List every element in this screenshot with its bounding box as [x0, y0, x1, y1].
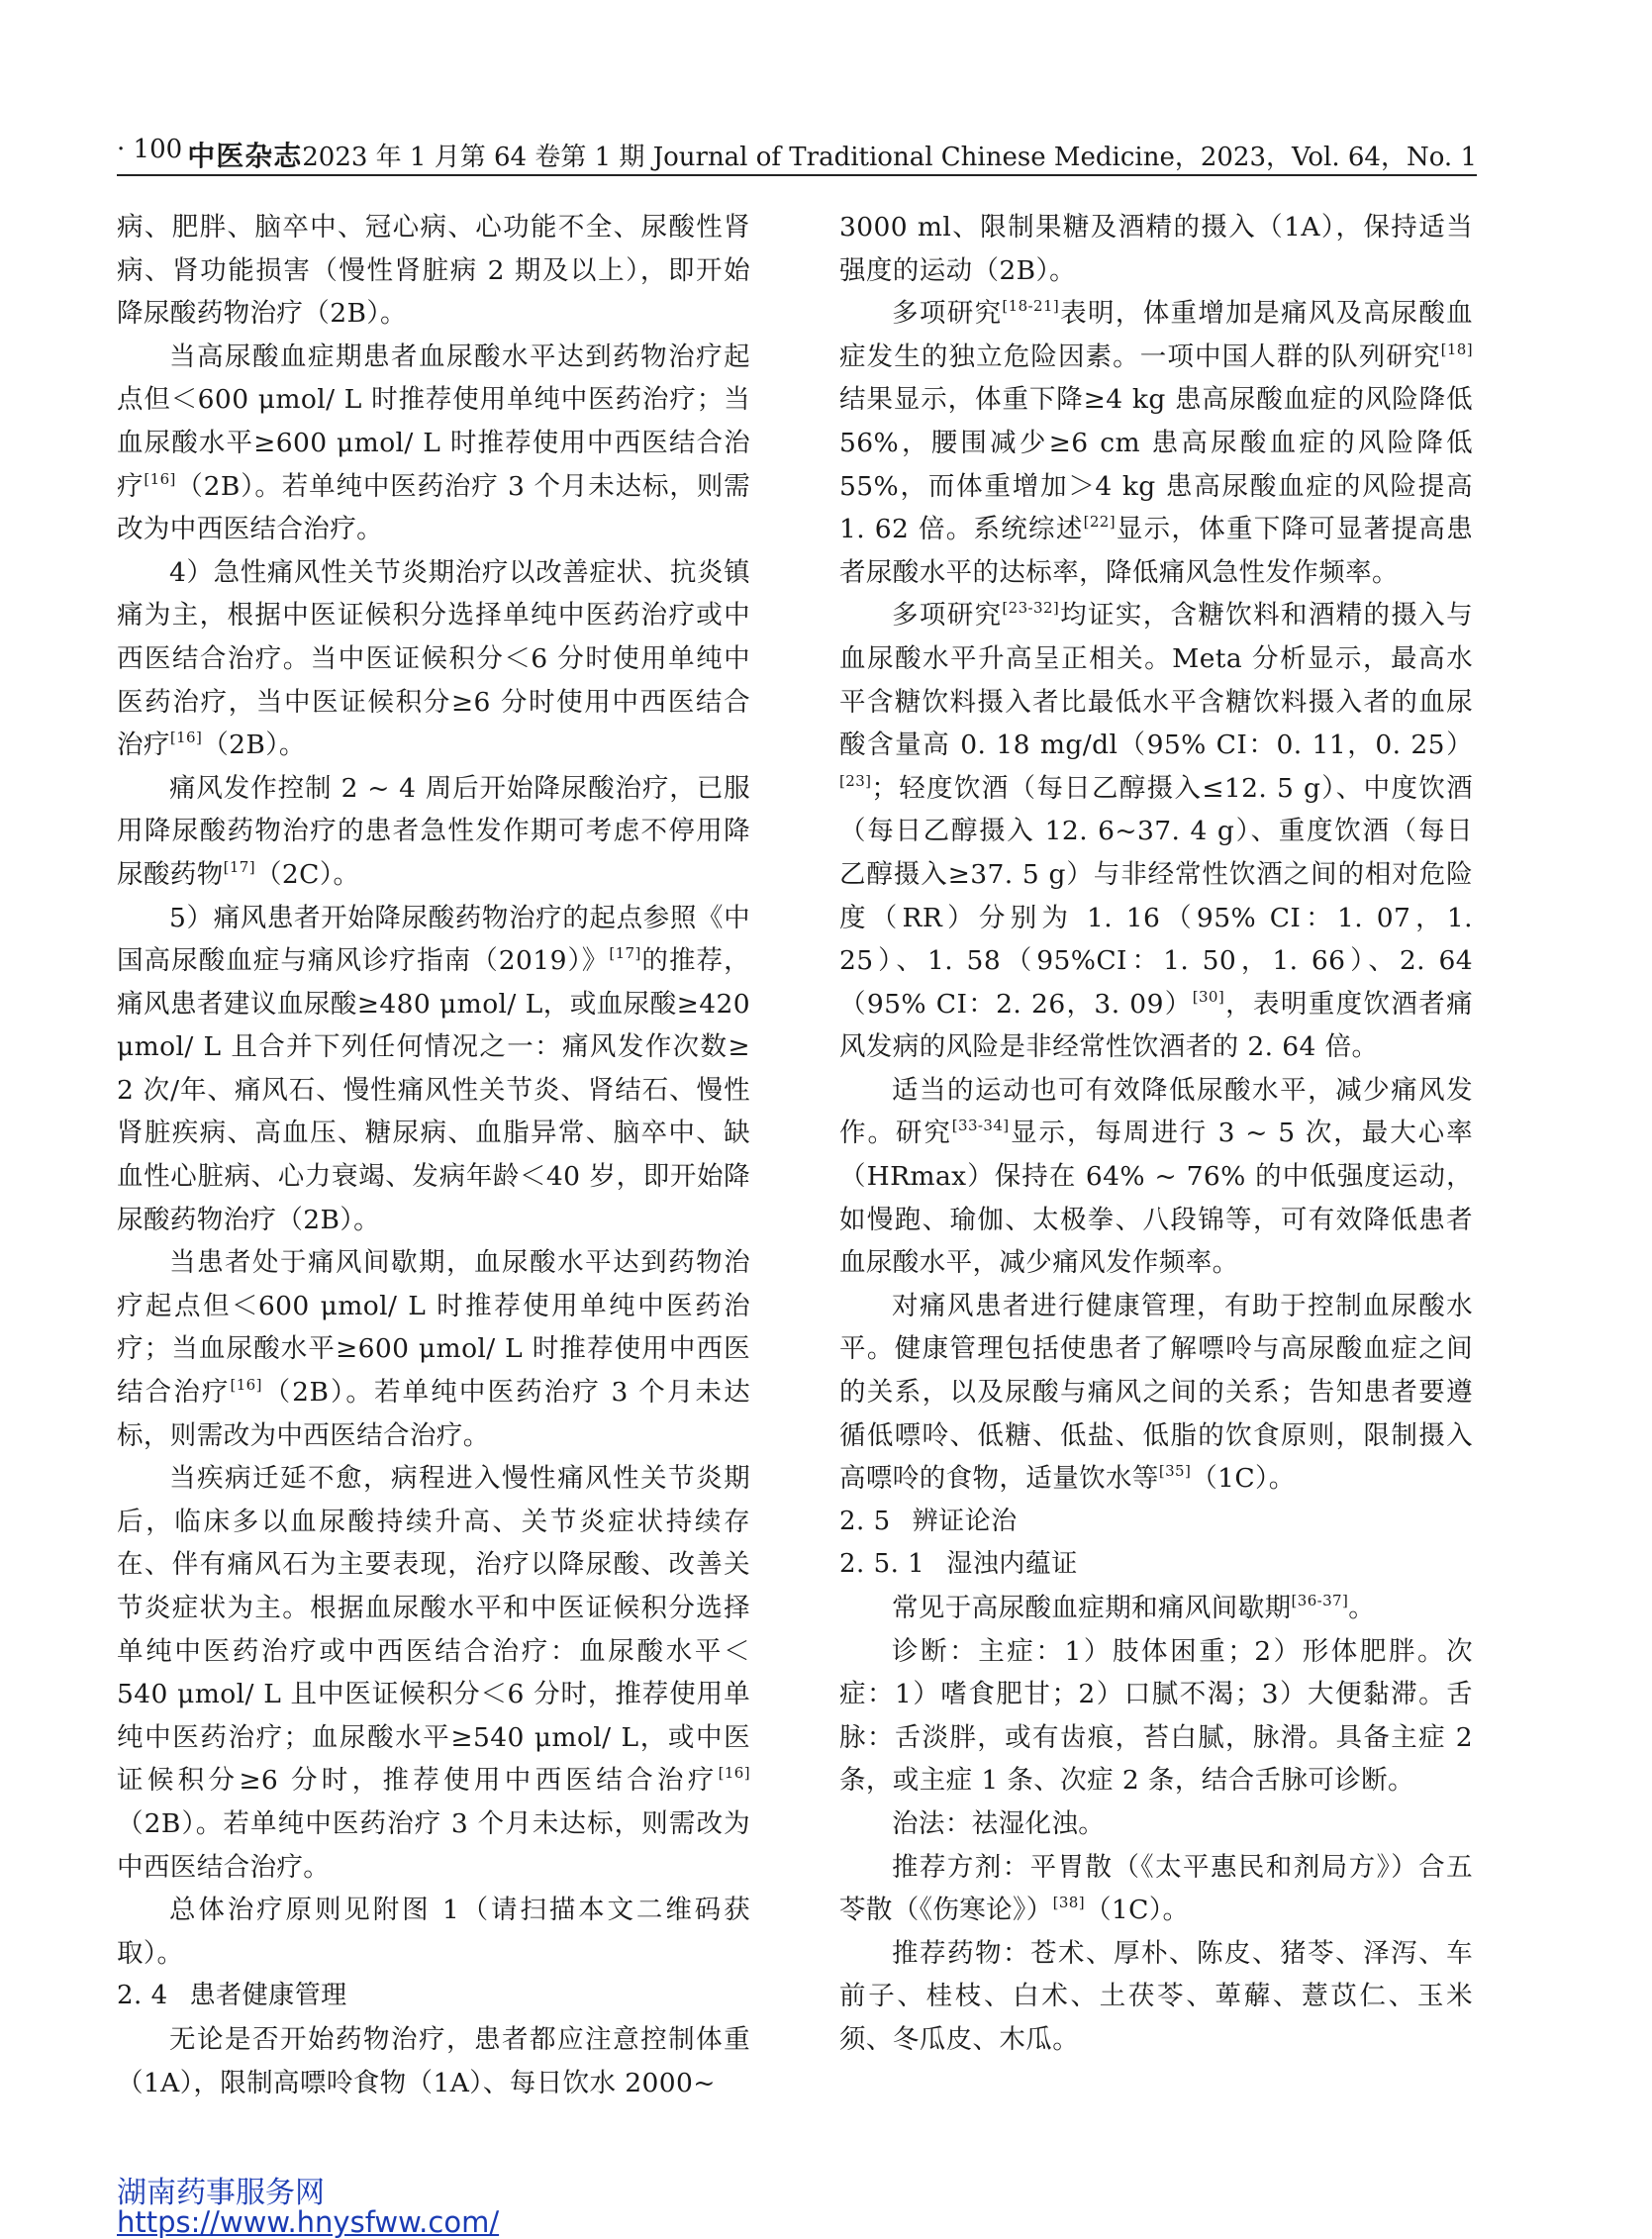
citation-ref: [16]: [718, 1764, 750, 1783]
citation-ref: [33-34]: [951, 1117, 1010, 1135]
paragraph: 推荐方剂：平胃散（《太平惠民和剂局方》）合五苓散（《伤寒论》）[38]（1C）。: [839, 1851, 1473, 1926]
paragraph: 适当的运动也可有效降低尿酸水平，减少痛风发作。研究[33-34]显示，每周进行 3 ~ 5 次，最大心率（HRmax）保持在 64% ~ 76% 的中低强度运动，如慢跑、瑜伽、太极拳、八段锦等，可有效降低患者血尿酸水平，减少痛风发作频率。: [839, 1074, 1473, 1279]
citation-ref: [18]: [1440, 340, 1473, 358]
citation-ref: [16]: [144, 469, 176, 488]
paragraph: 多项研究[23-32]均证实，含糖饮料和酒精的摄入与血尿酸水平升高呈正相关。Meta 分析显示，最高水平含糖饮料摄入者比最低水平含糖饮料摄入者的血尿酸含量高 0. 18 mg/dl（95% CI：0. 11，0. 25）[23]；轻度饮酒（每日乙醇摄入≤12. 5 g）、中度饮酒（每日乙醇摄入 12. 6~37. 4 g）、重度饮酒（每日乙醇摄入≥37. 5 g）与非经常性饮酒之间的相对危险度（RR）分别为 1. 16（95% CI：1. 07，1. 25）、1. 58（95%CI：1. 50，1. 66）、2. 64（95% CI：2. 26，3. 09）[30]，表明重度饮酒者痛风发病的风险是非经常性饮酒者的 2. 64 倍。: [839, 599, 1473, 1063]
section-number: 2. 5: [839, 1506, 891, 1536]
paragraph: 5）痛风患者开始降尿酸药物治疗的起点参照《中国高尿酸血症与痛风诊疗指南（2019）》[17]的推荐，痛风患者建议血尿酸≥480 μmol/ L，或血尿酸≥420 μmol/ L 且合并下列任何情况之一：痛风发作次数≥ 2 次/年、痛风石、慢性痛风性关节炎、肾结石、慢性肾脏疾病、高血压、糖尿病、血脂异常、脑卒中、缺血性心脏病、心力衰竭、发病年龄＜40 岁，即开始降尿酸药物治疗（2B）。: [117, 902, 750, 1235]
paragraph: 总体治疗原则见附图 1（请扫描本文二维码获取）。: [117, 1895, 750, 1969]
left-column: [117, 206, 750, 2104]
section-number: 2. 4: [117, 1981, 168, 2011]
citation-ref: [35]: [1158, 1462, 1192, 1481]
paragraph: 当高尿酸血症期患者血尿酸水平达到药物治疗起点但＜600 μmol/ L 时推荐使用单纯中医药治疗；当血尿酸水平≥600 μmol/ L 时推荐使用中西医结合治疗[16]（2B）。若单纯中医药治疗 3 个月未达标，则需改为中西医结合治疗。: [117, 341, 750, 545]
paragraph: 4）急性痛风性关节炎期治疗以改善症状、抗炎镇痛为主，根据中医证候积分选择单纯中医药治疗或中西医结合治疗。当中医证候积分＜6 分时使用单纯中医药治疗，当中医证候积分≥6 分时使用中西医结合治疗[16]（2B）。: [117, 556, 750, 761]
paragraph: 对痛风患者进行健康管理，有助于控制血尿酸水平。健康管理包括使患者了解嘌呤与高尿酸血症之间的关系，以及尿酸与痛风之间的关系；告知患者要遵循低嘌呤、低糖、低盐、低脂的饮食原则，限制摄入高嘌呤的食物，适量饮水等[35]（1C）。: [839, 1290, 1473, 1495]
citation-ref: [16]: [230, 1376, 262, 1395]
paragraph: 无论是否开始药物治疗，患者都应注意控制体重（1A），限制高嘌呤食物（1A）、每日饮水 2000~: [117, 2023, 750, 2098]
section-title: 湿浊内蕴证: [946, 1549, 1078, 1580]
citation-ref: [22]: [1083, 513, 1117, 532]
paragraph: 当患者处于痛风间歇期，血尿酸水平达到药物治疗起点但＜600 μmol/ L 时推荐使用单纯中医药治疗；当血尿酸水平≥600 μmol/ L 时推荐使用中西医结合治疗[16]（2B）。若单纯中医药治疗 3 个月未达标，则需改为中西医结合治疗。: [117, 1247, 750, 1451]
citation-ref: [16]: [169, 729, 203, 747]
section-title: 患者健康管理: [189, 1981, 347, 2011]
paragraph: 痛风发作控制 2 ~ 4 周后开始降尿酸治疗，已服用降尿酸药物治疗的患者急性发作期可考虑不停用降尿酸药物[17]（2C）。: [117, 772, 750, 890]
citation-ref: [23-32]: [1002, 599, 1060, 618]
section-number: 2. 5. 1: [839, 1549, 925, 1580]
right-column: [839, 206, 1473, 2062]
paragraph: 3000 ml、限制果糖及酒精的摄入（1A），保持适当强度的运动（2B）。: [839, 212, 1473, 286]
watermark-url-link[interactable]: https://www.hnysfww.com/: [117, 2205, 500, 2239]
citation-ref: [23]: [839, 771, 872, 790]
section-heading-2-4: [117, 1975, 750, 2018]
paragraph: 诊断：主症：1）肢体困重；2）形体肥胖。次症：1）嗜食肥甘；2）口腻不渴；3）大便黏滞。舌脉：舌淡胖，或有齿痕，苔白腻，脉滑。具备主症 2 条，或主症 1 条、次症 2 条，结合舌脉可诊断。: [839, 1635, 1473, 1797]
citation-ref: [38]: [1052, 1894, 1086, 1912]
running-header: [117, 127, 1477, 176]
page-number: · 100 ·: [117, 135, 199, 164]
section-heading-2-5: [839, 1501, 1473, 1544]
journal-citation: [187, 135, 1477, 174]
paragraph: 病、肥胖、脑卒中、冠心病、心功能不全、尿酸性肾病、肾功能损害（慢性肾脏病 2 期及以上），即开始降尿酸药物治疗（2B）。: [117, 212, 750, 330]
paragraph: 常见于高尿酸血症期和痛风间歇期[36-37]。: [892, 1592, 1376, 1623]
citation-ref: [18-21]: [1002, 297, 1060, 316]
paragraph: 当疾病迁延不愈，病程进入慢性痛风性关节炎期后，临床多以血尿酸持续升高、关节炎症状持续存在、伴有痛风石为主要表现，治疗以降尿酸、改善关节炎症状为主。根据血尿酸水平和中医证候积分选择单纯中医药治疗或中西医结合治疗：血尿酸水平＜540 μmol/ L 且中医证候积分＜6 分时，推荐使用单纯中医药治疗；血尿酸水平≥540 μmol/ L，或中医证候积分≥6 分时，推荐使用中西医结合治疗[16]（2B）。若单纯中医药治疗 3 个月未达标，则需改为中西医结合治疗。: [117, 1463, 750, 1883]
paragraph: 治法：祛湿化浊。: [892, 1807, 1106, 1839]
watermark-site-name: 湖南药事服务网: [117, 2176, 325, 2210]
section-title: 辨证论治: [912, 1506, 1018, 1536]
journal-issue-info: 2023 年 1 月第 64 卷第 1 期 Journal of Traditional Chinese Medicine，2023，Vol. 64，No. 1: [302, 143, 1477, 172]
section-heading-2-5-1: [839, 1543, 1473, 1587]
citation-ref: [30]: [1192, 987, 1225, 1006]
citation-ref: [17]: [609, 944, 641, 963]
citation-ref: [36-37]: [1291, 1592, 1349, 1609]
citation-ref: [17]: [223, 857, 256, 876]
journal-title-cn: 中医杂志: [187, 140, 303, 172]
paragraph: 多项研究[18-21]表明，体重增加是痛风及高尿酸血症发生的独立危险因素。一项中国人群的队列研究[18]结果显示，体重下降≥4 kg 患高尿酸血症的风险降低 56%，腰围减少≥6 cm 患高尿酸血症的风险降低 55%，而体重增加＞4 kg 患高尿酸血症的风险提高 1. 62 倍。系统综述[22]显示，体重下降可显著提高患者尿酸水平的达标率，降低痛风急性发作频率。: [839, 297, 1474, 588]
paragraph: 推荐药物：苍术、厚朴、陈皮、猪苓、泽泻、车前子、桂枝、白术、土茯苓、萆薢、薏苡仁、玉米须、冬瓜皮、木瓜。: [839, 1937, 1473, 2055]
